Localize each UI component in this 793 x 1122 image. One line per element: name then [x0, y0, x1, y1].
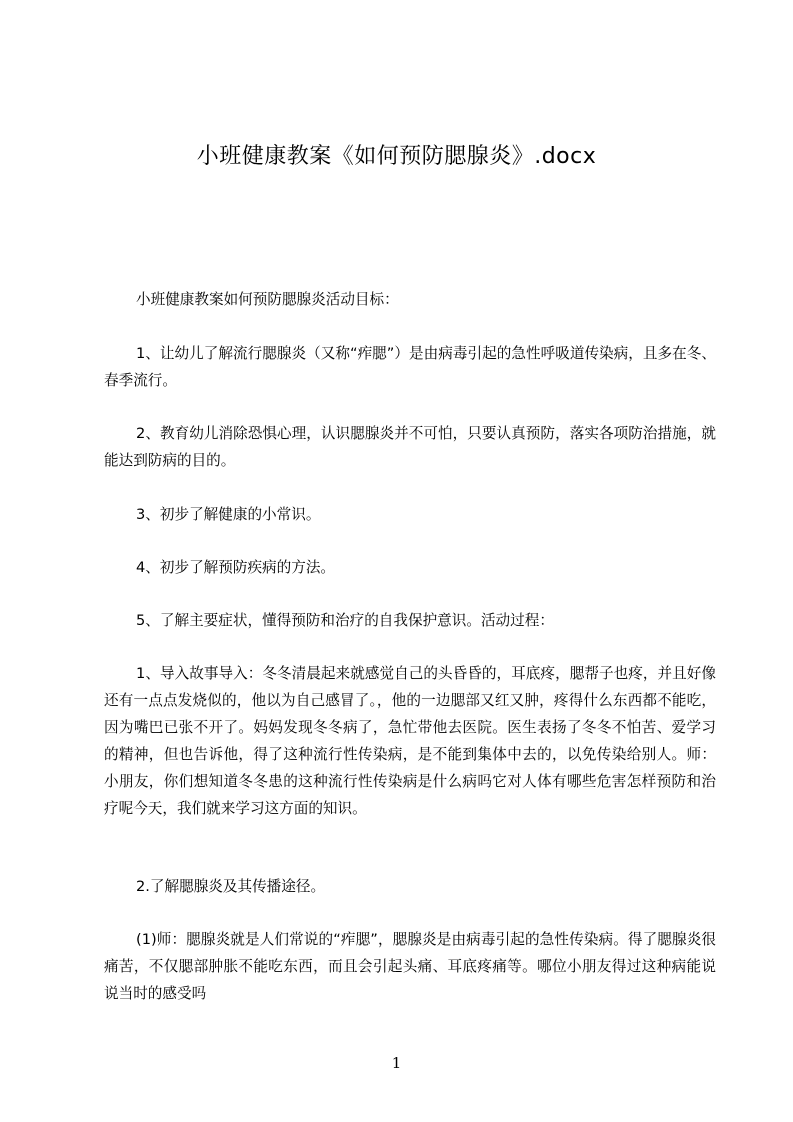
- paragraph-process-2-1: (1)师：腮腺炎就是人们常说的“痄腮”，腮腺炎是由病毒引起的急性传染病。得了腮腺炎很痛苦，不仅腮部肿胀不能吃东西，而且会引起头痛、耳底疼痛等。哪位小朋友得过这种病能说说当时的感受吗: [104, 931, 716, 1002]
- paragraph-objective-1: 1、让幼儿了解流行腮腺炎（又称“痄腮”）是由病毒引起的急性呼吸道传染病，且多在冬、春季流行。: [104, 345, 716, 389]
- page-title: 小班健康教案《如何预防腮腺炎》.docx: [196, 144, 597, 169]
- paragraph-process-2-heading: 2.了解腮腺炎及其传播途径。: [136, 878, 326, 895]
- paragraph-objective-2: 2、教育幼儿消除恐惧心理，认识腮腺炎并不可怕，只要认真预防，落实各项防治措施，就能达到防病的目的。: [104, 425, 716, 469]
- paragraph-objective-3: 3、初步了解健康的小常识。: [136, 506, 321, 523]
- paragraph-objective-4: 4、初步了解预防疾病的方法。: [136, 559, 336, 576]
- paragraph-objectives-heading: 小班健康教案如何预防腮腺炎活动目标：: [136, 291, 399, 308]
- paragraph-objective-5: 5、了解主要症状，懂得预防和治疗的自我保护意识。活动过程：: [136, 612, 554, 629]
- page-number: 1: [391, 1054, 402, 1072]
- paragraph-process-1: 1、导入故事导入：冬冬清晨起来就感觉自己的头昏昏的，耳底疼，腮帮子也疼，并且好像还有一点点发烧似的，他以为自己感冒了。，他的一边腮部又红又肿，疼得什么东西都不能吃，因为嘴巴已张不开了。妈妈发现冬冬病了，急忙带他去医院。医生表扬了冬冬不怕苦、爱学习的精神，但也告诉他，得了这种流行性传染病，是不能到集体中去的，以免传染给别人。师：小朋友，你们想知道冬冬患的这种流行性传染病是什么病吗它对人体有哪些危害怎样预防和治疗呢今天，我们就来学习这方面的知识。: [104, 665, 716, 817]
